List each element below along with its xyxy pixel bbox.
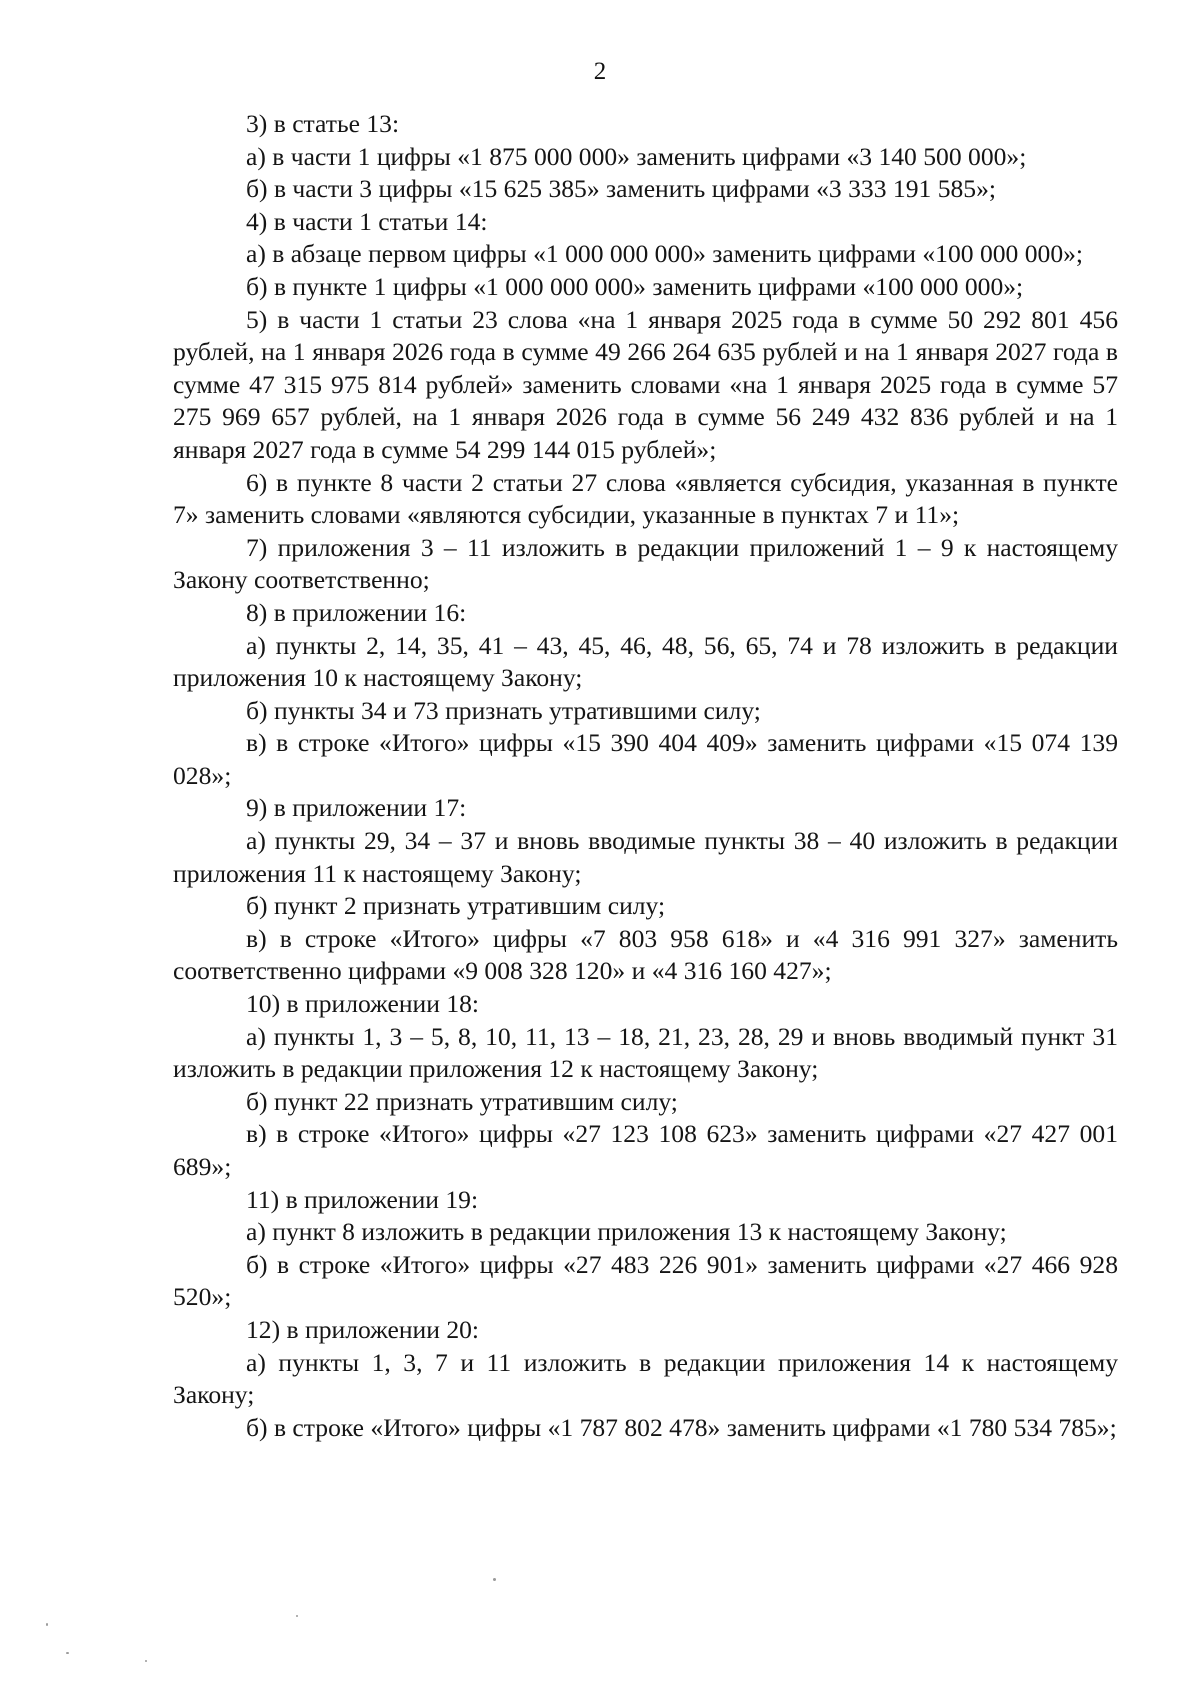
paragraph-appendix-16: 8) в приложении 16: xyxy=(246,597,467,627)
paragraph-appendix-17: 9) в приложении 17: xyxy=(246,793,467,823)
paragraph-17-v: в) в строке «Итого» цифры «7 803 958 618» и «4 316 991 327» заменить соответственно цифрами «9 008 328 120» и «4 316 160 427»; xyxy=(173,923,1118,986)
scan-speck xyxy=(296,1615,298,1617)
paragraph-article-23: 5) в части 1 статьи 23 слова «на 1 января 2025 года в сумме 50 292 801 456 рублей, на 1 января 2026 года в сумме 49 266 264 635 рублей и на 1 января 2027 года в сумме 47 315 975 814 рублей» заменить словами «на 1 января 2025 года в сумме 57 275 969 657 рублей, на 1 января 2026 года в сумме 56 249 432 836 рублей и на 1 января 2027 года в сумме 54 299 144 015 рублей»; xyxy=(173,304,1118,464)
paragraph-19-a: а) пункт 8 изложить в редакции приложения 13 к настоящему Закону; xyxy=(246,1217,1007,1247)
paragraph-appendix-19: 11) в приложении 19: xyxy=(246,1184,479,1214)
paragraph-18-a: а) пункты 1, 3 – 5, 8, 10, 11, 13 – 18, 21, 23, 28, 29 и вновь вводимый пункт 31 изложить в редакции приложения 12 к настоящему Закону; xyxy=(173,1021,1118,1084)
paragraph-18-b: б) пункт 22 признать утратившим силу; xyxy=(246,1086,678,1116)
scan-speck xyxy=(46,1623,48,1626)
paragraph-19-b: б) в строке «Итого» цифры «27 483 226 901» заменить цифрами «27 466 928 520»; xyxy=(173,1249,1118,1312)
paragraph-14-a: а) в абзаце первом цифры «1 000 000 000» заменить цифрами «100 000 000»; xyxy=(246,239,1084,269)
paragraph-13-a: а) в части 1 цифры «1 875 000 000» заменить цифрами «3 140 500 000»; xyxy=(246,141,1027,171)
paragraph-20-a: а) пункты 1, 3, 7 и 11 изложить в редакции приложения 14 к настоящему Закону; xyxy=(173,1347,1118,1410)
paragraph-16-v: в) в строке «Итого» цифры «15 390 404 409» заменить цифрами «15 074 139 028»; xyxy=(173,728,1118,790)
paragraph-20-b: б) в строке «Итого» цифры «1 787 802 478» заменить цифрами «1 780 534 785»; xyxy=(246,1412,1117,1442)
paragraph-article-27: 6) в пункте 8 части 2 статьи 27 слова «является субсидия, указанная в пункте 7» заменить словами «являются субсидии, указанные в пунктах 7 и 11»; xyxy=(173,467,1118,530)
paragraph-14-b: б) в пункте 1 цифры «1 000 000 000» заменить цифрами «100 000 000»; xyxy=(246,271,1024,301)
scan-speck xyxy=(66,1652,69,1654)
paragraph-13-b: б) в части 3 цифры «15 625 385» заменить цифрами «3 333 191 585»; xyxy=(246,174,996,204)
paragraph-appendices-3-11: 7) приложения 3 – 11 изложить в редакции приложений 1 – 9 к настоящему Закону соответственно; xyxy=(173,532,1118,595)
paragraph-appendix-20: 12) в приложении 20: xyxy=(246,1314,480,1344)
paragraph-17-a: а) пункты 29, 34 – 37 и вновь вводимые пункты 38 – 40 изложить в редакции приложения 11 к настоящему Закону; xyxy=(173,826,1118,888)
paragraph-16-b: б) пункты 34 и 73 признать утратившими силу; xyxy=(246,695,761,725)
scan-speck xyxy=(493,1578,496,1581)
paragraph-16-a: а) пункты 2, 14, 35, 41 – 43, 45, 46, 48, 56, 65, 74 и 78 изложить в редакции приложения 10 к настоящему Закону; xyxy=(173,630,1118,693)
scan-speck xyxy=(145,1660,147,1662)
document-body xyxy=(173,108,1118,1444)
paragraph-article-13: 3) в статье 13: xyxy=(246,109,400,138)
paragraph-appendix-18: 10) в приложении 18: xyxy=(246,989,480,1019)
paragraph-17-b: б) пункт 2 признать утратившим силу; xyxy=(246,891,666,921)
paragraph-18-v: в) в строке «Итого» цифры «27 123 108 623» заменить цифрами «27 427 001 689»; xyxy=(173,1119,1118,1181)
page-number: 2 xyxy=(593,58,607,85)
paragraph-article-14: 4) в части 1 статьи 14: xyxy=(246,206,488,236)
